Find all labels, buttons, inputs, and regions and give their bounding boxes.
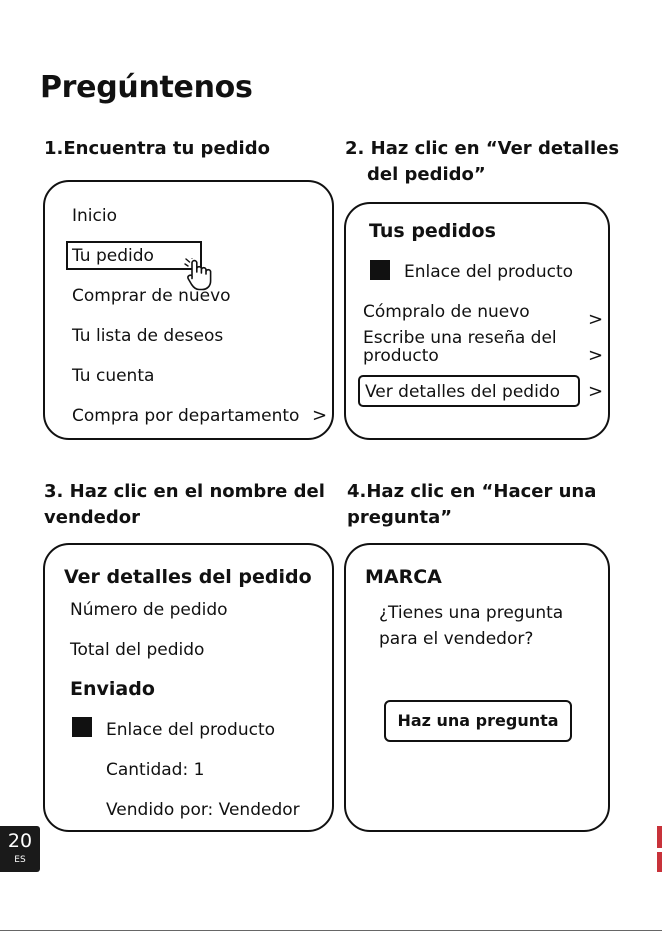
page-number-badge: [0, 826, 40, 872]
step-3-panel: [43, 543, 334, 832]
brand-name: MARCA: [365, 566, 442, 588]
ask-question-button[interactable]: [384, 700, 572, 742]
step-4-heading-line2: pregunta”: [347, 507, 453, 528]
step-4-panel: [344, 543, 610, 832]
step-2-heading-line1: 2. Haz clic en “Ver detalles: [345, 138, 620, 159]
step-1-panel: [43, 180, 334, 440]
menu-item-account[interactable]: Tu cuenta: [72, 366, 155, 386]
step-2-panel: [344, 202, 610, 440]
product-image-placeholder: [72, 717, 92, 737]
view-order-details-link[interactable]: Ver detalles del pedido: [365, 382, 560, 402]
menu-item-shop-by-department[interactable]: Compra por departamento: [72, 406, 300, 426]
orders-title: Tus pedidos: [369, 220, 496, 242]
step-3-heading-line2: vendedor: [44, 507, 140, 528]
page-title: Pregúntenos: [40, 70, 253, 105]
shipped-heading: Enviado: [70, 678, 155, 700]
edge-mark: [657, 852, 662, 872]
ask-question-label: Haz una pregunta: [397, 711, 559, 730]
question-prompt-line1: ¿Tienes una pregunta: [379, 603, 564, 623]
product-link[interactable]: Enlace del producto: [106, 720, 276, 740]
product-image-placeholder: [370, 260, 390, 280]
step-1-heading: 1.Encuentra tu pedido: [44, 138, 270, 159]
product-link[interactable]: Enlace del producto: [404, 262, 574, 282]
chevron-right-icon: >: [588, 381, 604, 402]
step-3-heading-line1: 3. Haz clic en el nombre del: [44, 481, 325, 502]
menu-item-wishlist[interactable]: Tu lista de deseos: [72, 326, 224, 346]
order-details-title: Ver detalles del pedido: [64, 566, 312, 588]
write-review-line1[interactable]: Escribe una reseña del: [363, 328, 557, 348]
edge-mark: [657, 826, 662, 848]
chevron-right-icon: >: [312, 405, 328, 426]
bottom-rule: [0, 930, 662, 931]
step-2-heading-line2: del pedido”: [367, 164, 486, 185]
quantity-label: Cantidad: 1: [106, 760, 205, 780]
menu-item-your-order[interactable]: Tu pedido: [72, 246, 154, 266]
page-number: 20: [7, 830, 33, 852]
question-prompt-line2: para el vendedor?: [379, 629, 534, 649]
step-4-heading-line1: 4.Haz clic en “Hacer una: [347, 481, 597, 502]
language-code: ES: [14, 855, 26, 865]
chevron-right-icon: >: [588, 345, 604, 366]
menu-item-home[interactable]: Inicio: [72, 206, 117, 226]
order-number-label: Número de pedido: [70, 600, 228, 620]
order-total-label: Total del pedido: [70, 640, 205, 660]
write-review-line2[interactable]: producto: [363, 346, 439, 366]
sold-by-seller-link[interactable]: Vendido por: Vendedor: [106, 800, 300, 820]
menu-item-buy-again[interactable]: Comprar de nuevo: [72, 286, 231, 306]
chevron-right-icon: >: [588, 309, 604, 330]
buy-again-link[interactable]: Cómpralo de nuevo: [363, 302, 530, 322]
